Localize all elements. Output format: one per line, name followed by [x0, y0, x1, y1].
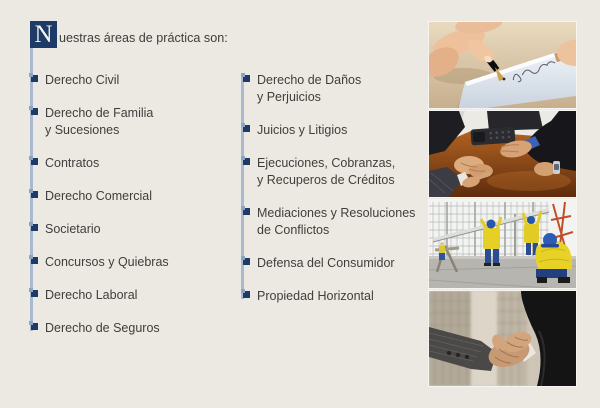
- construction-workers-illustration: [429, 200, 576, 288]
- practice-area-label: Societario: [45, 222, 101, 236]
- square-bullet-icon: [243, 208, 250, 215]
- practice-area-label: Mediaciones y Resoluciones de Conflictos: [257, 206, 416, 237]
- business-meeting-photo: [429, 111, 576, 197]
- list-item: [257, 155, 442, 189]
- square-bullet-icon: [243, 291, 250, 298]
- square-bullet-icon: [31, 191, 38, 198]
- practice-area-label: Ejecuciones, Cobranzas, y Recuperos de Créditos: [257, 156, 396, 187]
- hand-signing-document-photo: [429, 22, 576, 108]
- list-item: [257, 72, 442, 106]
- square-bullet-icon: [243, 75, 250, 82]
- list-item: [257, 255, 442, 272]
- practice-area-label: Contratos: [45, 156, 100, 170]
- list-item: [45, 320, 230, 337]
- list-item: [257, 288, 442, 305]
- list-item: [257, 122, 442, 139]
- practice-area-label: Concursos y Quiebras: [45, 255, 169, 269]
- practice-area-label: Defensa del Consumidor: [257, 256, 395, 270]
- list-item: [45, 287, 230, 304]
- hand-signing-document-illustration: [429, 22, 576, 108]
- list-item: [45, 254, 230, 271]
- practice-area-label: Derecho Comercial: [45, 189, 152, 203]
- square-bullet-icon: [243, 158, 250, 165]
- square-bullet-icon: [243, 258, 250, 265]
- handshake-photo: [429, 291, 576, 386]
- connector-line-right: [241, 75, 244, 299]
- handshake-illustration: [429, 291, 576, 386]
- practice-area-label: Derecho de Familia y Sucesiones: [45, 106, 154, 137]
- list-item: [45, 155, 230, 172]
- list-item: [45, 221, 230, 238]
- construction-workers-photo: [429, 200, 576, 288]
- list-item: [45, 105, 230, 139]
- square-bullet-icon: [31, 75, 38, 82]
- practice-area-label: Derecho Laboral: [45, 288, 138, 302]
- list-item: [45, 72, 230, 89]
- square-bullet-icon: [31, 257, 38, 264]
- practice-area-label: Propiedad Horizontal: [257, 289, 374, 303]
- square-bullet-icon: [31, 290, 38, 297]
- practice-area-label: Derecho de Daños y Perjuicios: [257, 73, 362, 104]
- practice-list-left: [45, 72, 230, 353]
- practice-list-right: [257, 72, 442, 321]
- practice-area-label: Juicios y Litigios: [257, 123, 348, 137]
- square-bullet-icon: [31, 158, 38, 165]
- square-bullet-icon: [31, 108, 38, 115]
- drop-cap-letter: N: [30, 21, 57, 48]
- business-meeting-illustration: [429, 111, 576, 197]
- list-item: [45, 188, 230, 205]
- practice-area-label: Derecho Civil: [45, 73, 120, 87]
- page-title: uestras áreas de práctica son:: [59, 31, 228, 45]
- square-bullet-icon: [31, 224, 38, 231]
- list-item: [257, 205, 442, 239]
- square-bullet-icon: [243, 125, 250, 132]
- square-bullet-icon: [31, 323, 38, 330]
- practice-area-label: Derecho de Seguros: [45, 321, 160, 335]
